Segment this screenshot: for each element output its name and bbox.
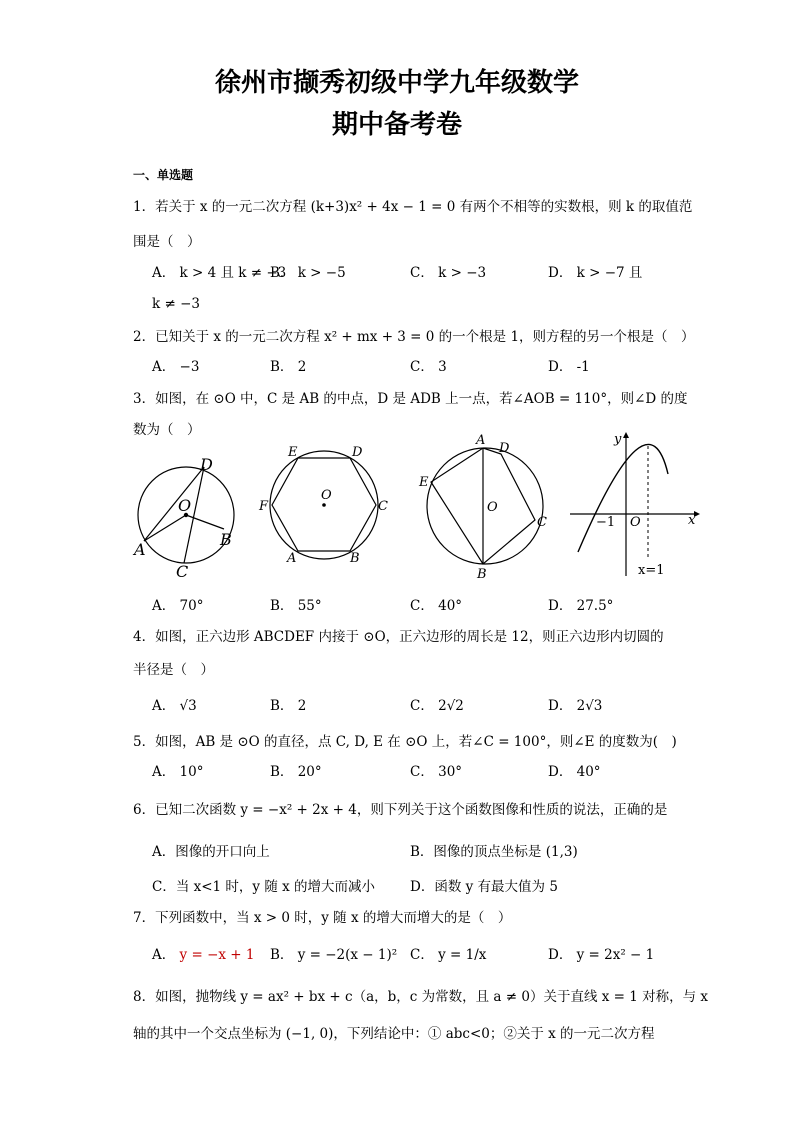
- q4-option-a: A． √3: [152, 698, 197, 714]
- q7-option-d: D． y = 2x² − 1: [548, 947, 655, 963]
- q1-option-d-cont: k ≠ −3: [152, 296, 200, 312]
- q4-option-d: D． 2√3: [548, 698, 603, 714]
- q5-option-a: A． 10°: [152, 764, 204, 780]
- fig3-label-o: O: [487, 500, 498, 515]
- fig4-label-y: y: [614, 432, 622, 447]
- q6-option-c: C．当 x<1 时，y 随 x 的增大而减小: [152, 879, 376, 895]
- q2-option-c: C． 3: [410, 359, 447, 375]
- q1-stem-cont: 围是（ ）: [133, 234, 201, 250]
- q4-option-c: C． 2√2: [410, 698, 464, 714]
- q6-option-a: A．图像的开口向上: [152, 844, 270, 860]
- fig4-label-neg1: −1: [596, 515, 616, 530]
- q5-option-c: C． 30°: [410, 764, 463, 780]
- q3-option-a: A． 70°: [152, 598, 204, 614]
- q7-option-b: B． y = −2(x − 1)²: [270, 947, 398, 963]
- q5-option-b: B． 20°: [270, 764, 322, 780]
- fig3-label-e: E: [419, 475, 429, 490]
- q7-option-a: [152, 946, 254, 964]
- fig3-label-d: D: [499, 441, 510, 456]
- q7-option-c: C． y = 1/x: [410, 947, 487, 963]
- fig2-label-b: B: [350, 551, 360, 566]
- q1-option-c: C． k > −3: [410, 265, 487, 281]
- page-subtitle: 期中备考卷: [331, 110, 462, 140]
- fig2-label-d: D: [352, 445, 363, 460]
- page-title: 徐州市撷秀初级中学九年级数学: [214, 68, 579, 98]
- fig3-label-c: C: [537, 515, 547, 530]
- figure-circle-chords: [132, 455, 242, 580]
- fig2-label-o: O: [321, 488, 332, 503]
- q1-option-d: D． k > −7 且: [548, 265, 643, 281]
- q3-option-c: C． 40°: [410, 598, 463, 614]
- figure-parabola: [566, 428, 706, 578]
- q6-option-b: B．图像的顶点坐标是 (1,3): [410, 844, 578, 860]
- fig2-label-a: A: [287, 551, 297, 566]
- q6-stem: 6．已知二次函数 y = −x² + 2x + 4，则下列关于这个函数图像和性质的说法，正确的是: [133, 802, 668, 818]
- q8-stem-cont: 轴的其中一个交点坐标为 (−1, 0)，下列结论中：① abc<0；②关于 x 的一元二次方程: [133, 1026, 655, 1042]
- fig3-label-a: A: [476, 433, 486, 448]
- q3-option-b: B． 55°: [270, 598, 322, 614]
- q3-stem-cont: 数为（ ）: [133, 422, 201, 438]
- q1-option-a: A． k > 4 且 k ≠ −3: [152, 265, 287, 281]
- q4-stem-cont: 半径是（ ）: [133, 662, 214, 678]
- fig4-label-x: x: [688, 513, 696, 528]
- fig3-label-b: B: [477, 567, 487, 582]
- q6-option-d: D．函数 y 有最大值为 5: [410, 879, 558, 895]
- q3-stem: 3．如图，在 ⊙O 中，C 是 AB 的中点，D 是 ADB 上一点，若∠AOB = 110°，则∠D 的度: [133, 391, 688, 407]
- q2-option-a: A． −3: [152, 359, 200, 375]
- q4-option-b: B． 2: [270, 698, 307, 714]
- q5-stem: 5．如图，AB 是 ⊙O 的直径，点 C, D, E 在 ⊙O 上，若∠C = 100°，则∠E 的度数为( ): [133, 734, 677, 750]
- q7-stem: 7．下列函数中，当 x > 0 时，y 随 x 的增大而增大的是（ ）: [133, 910, 512, 926]
- q2-option-b: B． 2: [270, 359, 307, 375]
- q8-stem: 8．如图，抛物线 y = ax² + bx + c（a，b，c 为常数，且 a ≠ 0）关于直线 x = 1 对称，与 x: [133, 989, 709, 1005]
- fig4-label-axis: x=1: [638, 563, 665, 578]
- fig1-label-b: B: [220, 530, 232, 549]
- fig1-label-o: O: [178, 496, 192, 515]
- figure-inscribed-hexagon: [258, 443, 393, 568]
- fig1-label-c: C: [176, 562, 189, 580]
- q4-stem: 4．如图，正六边形 ABCDEF 内接于 ⊙O，正六边形的周长是 12，则正六边形内切圆的: [133, 629, 664, 645]
- q1-stem: 1．若关于 x 的一元二次方程 (k+3)x² + 4x − 1 = 0 有两个不相等的实数根，则 k 的取值范: [133, 199, 693, 215]
- q3-option-d: D． 27.5°: [548, 598, 614, 614]
- q2-stem: 2．已知关于 x 的一元二次方程 x² + mx + 3 = 0 的一个根是 1，则方程的另一个根是（ ）: [133, 329, 695, 345]
- fig4-label-o: O: [630, 515, 641, 530]
- fig1-label-d: D: [200, 455, 213, 474]
- section-heading: 一、单选题: [133, 168, 194, 182]
- q2-option-d: D． -1: [548, 359, 590, 375]
- q7-option-a-expr: y = −x + 1: [179, 947, 255, 963]
- fig1-label-a: A: [134, 540, 146, 559]
- q7-option-a-label: A．: [152, 947, 176, 963]
- fig2-label-f: F: [259, 499, 269, 514]
- q5-option-d: D． 40°: [548, 764, 601, 780]
- fig2-label-c: C: [378, 499, 388, 514]
- figure-circle-pentagon: [415, 432, 555, 582]
- q1-option-b: B． k > −5: [270, 265, 346, 281]
- fig2-label-e: E: [288, 445, 298, 460]
